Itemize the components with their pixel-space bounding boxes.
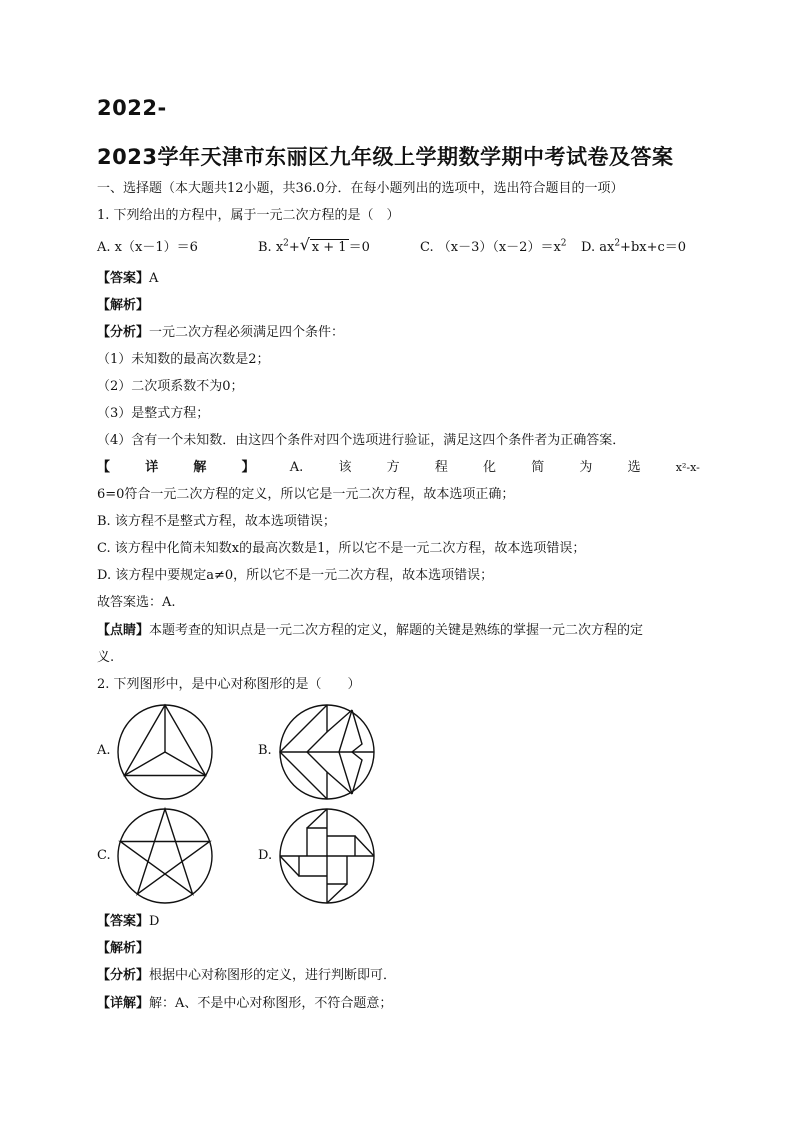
doc-title-line2: 2023学年天津市东丽区九年级上学期数学期中考试卷及答案 — [97, 145, 674, 169]
detail-token-4: A. — [289, 460, 304, 475]
q2-stem: 2. 下列图形中，是中心对称图形的是（ ） — [97, 677, 361, 692]
detail-token-3: 】 — [241, 460, 255, 475]
q1-option-c-text: C. （x－3）（x－2）＝x — [420, 240, 561, 255]
detail-token-8: 化 — [483, 460, 497, 475]
dianjing-text: 本题考查的知识点是一元二次方程的定义，解题的关键是熟练的掌握一元二次方程的定 — [149, 623, 644, 638]
q2-label-d: D. — [258, 848, 273, 863]
sqrt-symbol: √ x + 1 — [299, 235, 347, 255]
q1-option-b-prefix: B. x — [258, 240, 284, 255]
q1-answer — [97, 270, 158, 288]
q1-condition-1: （1）未知数的最高次数是2； — [97, 352, 270, 367]
detail-token-9: 简 — [531, 460, 545, 475]
figure-b-arrows — [277, 702, 377, 802]
q2-answer — [97, 913, 159, 931]
q1-option-d-sup: 2 — [614, 238, 621, 249]
q2-detail — [97, 995, 392, 1013]
q1-option-d — [581, 239, 686, 257]
doc-title-line1: 2022- — [97, 96, 167, 120]
q2-fenxi-text: 根据中心对称图形的定义，进行判断即可． — [149, 968, 397, 983]
q1-condition-4: （4）含有一个未知数．由这四个条件对四个选项进行验证，满足这四个条件者为正确答案． — [97, 433, 626, 448]
figure-d-pinwheel — [277, 806, 377, 906]
q1-detail-cont: 6=0符合一元二次方程的定义，所以它是一元二次方程，故本选项正确； — [97, 487, 515, 502]
answer-tag: 【答案】 — [97, 271, 150, 286]
q2-label-a: A. — [97, 743, 111, 758]
q1-condition-2: （2）二次项系数不为0； — [97, 379, 244, 394]
q2-answer-value: D — [149, 914, 160, 929]
q1-analysis-tag: 【解析】 — [97, 298, 150, 313]
detail-token-7: 程 — [434, 460, 448, 475]
fenxi-tag: 【分析】 — [97, 325, 150, 340]
q1-conclusion: 故答案选：A. — [97, 595, 176, 610]
q1-option-b-plus: + — [288, 240, 300, 255]
answer-value: A — [149, 271, 159, 286]
q2-analysis-tag: 【解析】 — [97, 941, 150, 956]
q1-option-c — [420, 239, 567, 257]
detail-token-12: x²-x- — [675, 461, 700, 474]
section-header: 一、选择题（本大题共12小题，共36.0分．在每小题列出的选项中，选出符合题目的一项） — [97, 181, 624, 196]
q1-option-b-suffix: ＝0 — [348, 240, 370, 255]
q1-dianjing-cont: 义. — [97, 650, 115, 665]
figure-a-triangle — [115, 702, 215, 802]
detail-token-0: 【 — [97, 460, 111, 475]
figure-c-star — [115, 806, 215, 906]
q1-option-b — [258, 235, 370, 257]
detail-token-1: 详 — [145, 460, 159, 475]
q2-detail-tag: 【详解】 — [97, 996, 150, 1011]
detail-token-10: 为 — [579, 460, 593, 475]
detail-token-2: 解 — [193, 460, 207, 475]
q1-option-d-suffix: +bx+c＝0 — [620, 240, 687, 255]
fenxi-text: 一元二次方程必须满足四个条件： — [149, 325, 345, 340]
q2-label-c: C. — [97, 848, 111, 863]
dianjing-tag: 【点睛】 — [97, 623, 150, 638]
q1-option-d-prefix: D. ax — [581, 240, 615, 255]
q2-detail-text: 解：A、不是中心对称图形，不符合题意； — [149, 996, 393, 1011]
q2-fenxi — [97, 967, 396, 985]
q1-detail-line — [97, 459, 700, 477]
q1-option-b-radicand: x + 1 — [311, 240, 347, 255]
q2-answer-tag: 【答案】 — [97, 914, 150, 929]
q1-fenxi — [97, 324, 344, 342]
detail-token-5: 该 — [338, 460, 352, 475]
q1-option-a: A. x（x－1）＝6 — [97, 240, 198, 255]
q1-stem: 1. 下列给出的方程中，属于一元二次方程的是（ ） — [97, 208, 400, 223]
detail-token-11: 选 — [627, 460, 641, 475]
q1-detail-c: C. 该方程中化简未知数x的最高次数是1，所以它不是一元二次方程，故本选项错误； — [97, 541, 586, 556]
q2-label-b: B. — [258, 743, 272, 758]
q1-condition-3: （3）是整式方程； — [97, 406, 210, 421]
q1-option-c-sup: 2 — [560, 238, 567, 249]
q1-detail-d: D. 该方程中要规定a≠0，所以它不是一元二次方程，故本选项错误； — [97, 568, 494, 583]
q1-detail-b: B. 该方程不是整式方程，故本选项错误； — [97, 514, 336, 529]
q1-option-b-sup: 2 — [283, 238, 289, 249]
detail-token-6: 方 — [386, 460, 400, 475]
q1-dianjing — [97, 622, 643, 640]
q2-fenxi-tag: 【分析】 — [97, 968, 150, 983]
